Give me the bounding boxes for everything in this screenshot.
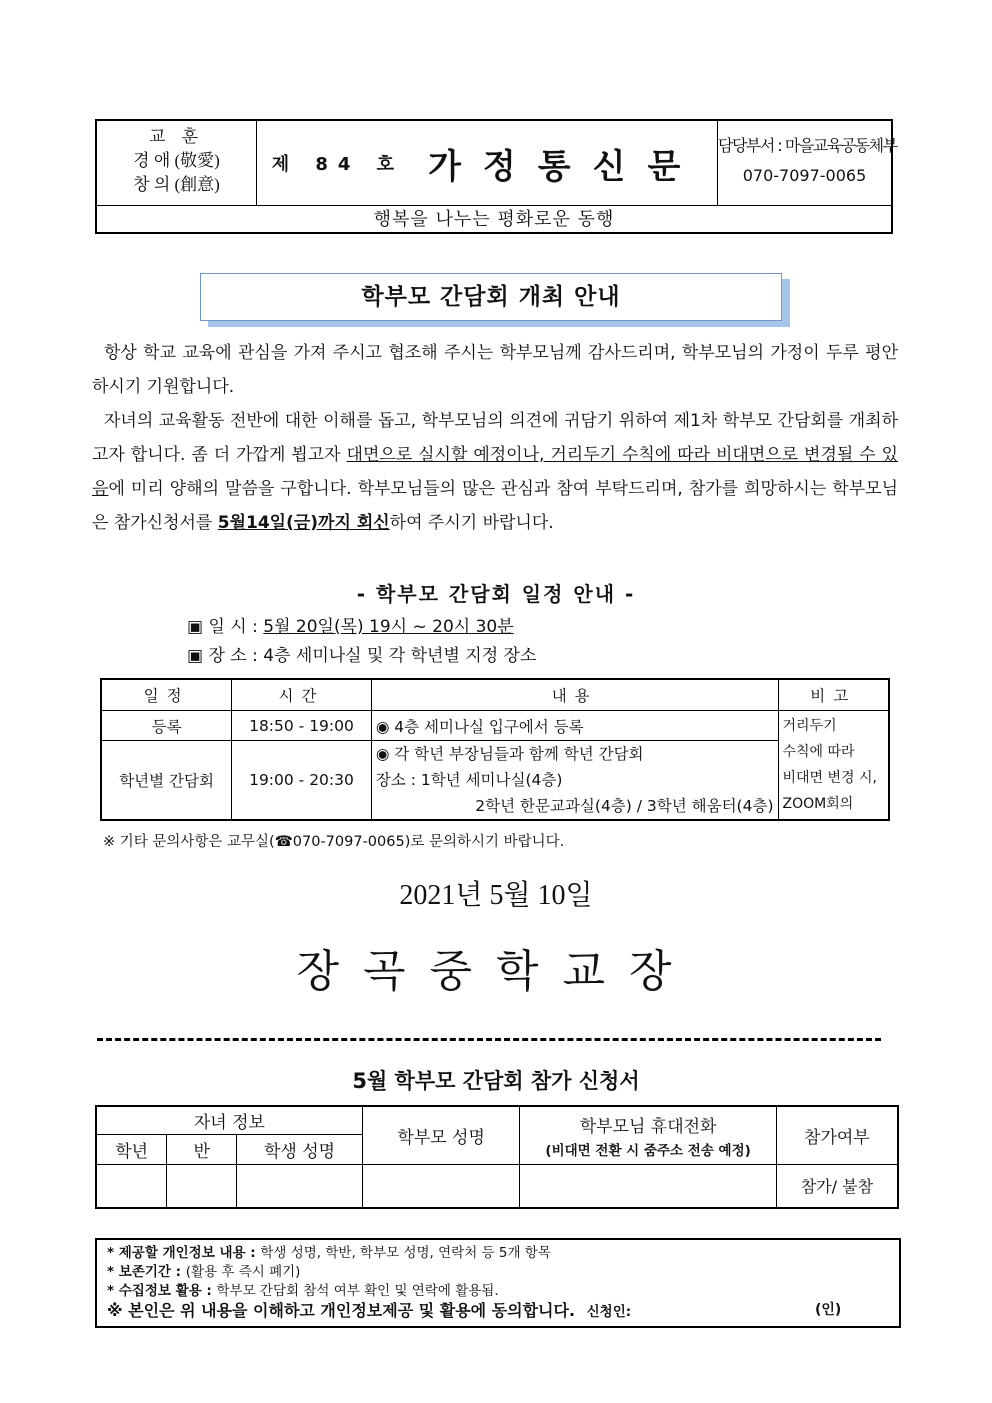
table-row bbox=[101, 741, 889, 821]
application-header-row bbox=[96, 1106, 898, 1134]
cut-line bbox=[97, 1038, 881, 1041]
remark-line: 비대면 변경 시, bbox=[782, 770, 877, 786]
row1-content: ◉ 4층 세미나실 입구에서 등록 bbox=[371, 711, 778, 741]
row2-name: 학년별 간담회 bbox=[101, 741, 232, 821]
schedule-time-label: ▣ 일 시 : bbox=[187, 617, 264, 637]
principal-signature: 장곡중학교장 bbox=[296, 947, 696, 996]
row2-content-line1: ◉ 각 학년 부장님들과 함께 학년 간담회 bbox=[375, 745, 644, 763]
schedule-time-line bbox=[187, 613, 514, 641]
body-text-c: 하여 주시기 바랍니다. bbox=[389, 513, 554, 533]
class-field[interactable] bbox=[167, 1164, 237, 1208]
body-text-b: 에 미리 양해의 말씀을 구합니다. 학부모님들의 많은 관심과 참여 부탁드리며, 참가를 희망하시는 학부모님은 참가신청서를 bbox=[92, 479, 898, 533]
remark-line: 수칙에 따라 bbox=[782, 744, 855, 760]
privacy-consent-box bbox=[95, 1238, 901, 1328]
remark-line: 거리두기 bbox=[782, 718, 837, 734]
row1-name: 등록 bbox=[101, 711, 232, 741]
remark-cell bbox=[778, 711, 889, 821]
child-info-header: 자녀 정보 bbox=[96, 1106, 362, 1134]
applicant-label: 신청인: bbox=[586, 1304, 632, 1320]
motto-line-1: 경 애 (敬愛) bbox=[133, 151, 220, 170]
privacy-consent-line bbox=[107, 1301, 899, 1322]
application-title: 5월 학부모 간담회 참가 신청서 bbox=[352, 1069, 640, 1093]
remark-line: ZOOM회의 bbox=[782, 796, 854, 812]
school-slogan: 행복을 나누는 평화로운 동행 bbox=[97, 205, 891, 235]
seal-mark: (인) bbox=[815, 1302, 842, 1318]
schedule-title: - 학부모 간담회 일정 안내 - bbox=[356, 582, 636, 606]
privacy-value: 학생 성명, 학반, 학부모 성명, 연락처 등 5개 항목 bbox=[260, 1245, 551, 1261]
grade-header: 학년 bbox=[96, 1134, 167, 1164]
table-row bbox=[101, 711, 889, 741]
grade-field[interactable] bbox=[96, 1164, 167, 1208]
issue-date: 2021년 5월 10일 bbox=[399, 880, 593, 911]
schedule-place-label: ▣ 장 소 : bbox=[187, 646, 264, 666]
attendance-field[interactable]: 참가/ 불참 bbox=[776, 1164, 898, 1208]
parent-name-field[interactable] bbox=[362, 1164, 520, 1208]
schedule-header-row bbox=[101, 679, 889, 711]
newsletter-header bbox=[95, 119, 897, 234]
header-title-area bbox=[257, 121, 717, 205]
body-text-a: 자녀의 교육활동 전반에 대한 이해를 돕고, 학부모님의 의견에 귀담기 위하여 제1차 학부모 간담회를 개최하고자 합니다. 좀 더 가깝게 뵙고자 bbox=[92, 411, 898, 465]
privacy-label: * 수집정보 활용 : bbox=[107, 1283, 217, 1299]
parent-phone-note: (비대면 전환 시 줌주소 전송 예정) bbox=[545, 1142, 751, 1159]
parent-phone-label: 학부모님 휴대전화 bbox=[579, 1116, 717, 1137]
notice-title: 학부모 간담회 개최 안내 bbox=[200, 273, 782, 321]
intro-paragraph: 항상 학교 교육에 관심을 가져 주시고 협조해 주시는 학부모님께 감사드리며, 학부모님의 가정이 두루 평안하시기 기원합니다. bbox=[92, 343, 898, 397]
issue-number: 제 84 호 bbox=[271, 154, 405, 175]
privacy-line-3 bbox=[107, 1282, 899, 1301]
privacy-line-1 bbox=[107, 1244, 899, 1263]
department-phone: 070-7097-0065 bbox=[742, 166, 867, 185]
school-motto bbox=[97, 121, 257, 205]
class-header: 반 bbox=[167, 1134, 237, 1164]
row2-content-line2: 장소 : 1학년 세미나실(4층) bbox=[375, 771, 563, 789]
privacy-label: * 보존기간 : bbox=[107, 1264, 186, 1280]
row1-time: 18:50 - 19:00 bbox=[232, 711, 372, 741]
privacy-line-2 bbox=[107, 1263, 899, 1282]
privacy-value: (활용 후 즉시 폐기) bbox=[185, 1264, 301, 1280]
schedule-time-value: 5월 20일(목) 19시 ~ 20시 30분 bbox=[263, 617, 514, 637]
parent-name-header: 학부모 성명 bbox=[362, 1106, 520, 1164]
schedule-place-value: 4층 세미나실 및 각 학년별 지정 장소 bbox=[263, 646, 537, 666]
student-name-header: 학생 성명 bbox=[237, 1134, 363, 1164]
schedule-place-line bbox=[187, 642, 536, 670]
row2-time: 19:00 - 20:30 bbox=[232, 741, 372, 821]
newsletter-title: 가정통신문 bbox=[428, 146, 703, 187]
privacy-label: * 제공할 개인정보 내용 : bbox=[107, 1245, 261, 1261]
col-header-content: 내용 bbox=[371, 679, 778, 711]
parent-phone-header bbox=[520, 1106, 776, 1164]
motto-label: 교 훈 bbox=[148, 127, 205, 146]
body-underline-1: 대면으로 실시할 예정이나, 거리두기 수칙에 따라 비대면으로 변경될 수 있음 bbox=[92, 445, 899, 499]
application-table bbox=[95, 1105, 899, 1209]
col-header-remark: 비고 bbox=[778, 679, 889, 711]
col-header-time: 시간 bbox=[232, 679, 372, 711]
col-header-schedule: 일정 bbox=[101, 679, 232, 711]
inquiry-note: ※ 기타 문의사항은 교무실(☎070-7097-0065)로 문의하시기 바랍니다. bbox=[103, 834, 565, 850]
schedule-table bbox=[100, 678, 890, 821]
attendance-header: 참가여부 bbox=[776, 1106, 898, 1164]
privacy-value: 학부모 간담회 참석 여부 확인 및 연락에 활용됨. bbox=[216, 1283, 499, 1299]
department-info bbox=[717, 121, 897, 205]
row2-content-line3: 2학년 한문교과실(4층) / 3학년 해움터(4층) bbox=[475, 797, 774, 815]
parent-phone-field[interactable] bbox=[520, 1164, 776, 1208]
body-paragraph bbox=[92, 404, 898, 540]
consent-statement: ※ 본인은 위 내용을 이해하고 개인정보제공 및 활용에 동의합니다. bbox=[107, 1301, 576, 1320]
application-input-row bbox=[96, 1164, 898, 1208]
motto-line-2: 창 의 (創意) bbox=[133, 175, 220, 194]
department-name: 담당부서 : 마을교육공동체부 bbox=[718, 136, 897, 155]
row2-content bbox=[371, 741, 778, 821]
student-name-field[interactable] bbox=[237, 1164, 363, 1208]
deadline-text: 5월14일(금)까지 회신 bbox=[217, 513, 390, 533]
